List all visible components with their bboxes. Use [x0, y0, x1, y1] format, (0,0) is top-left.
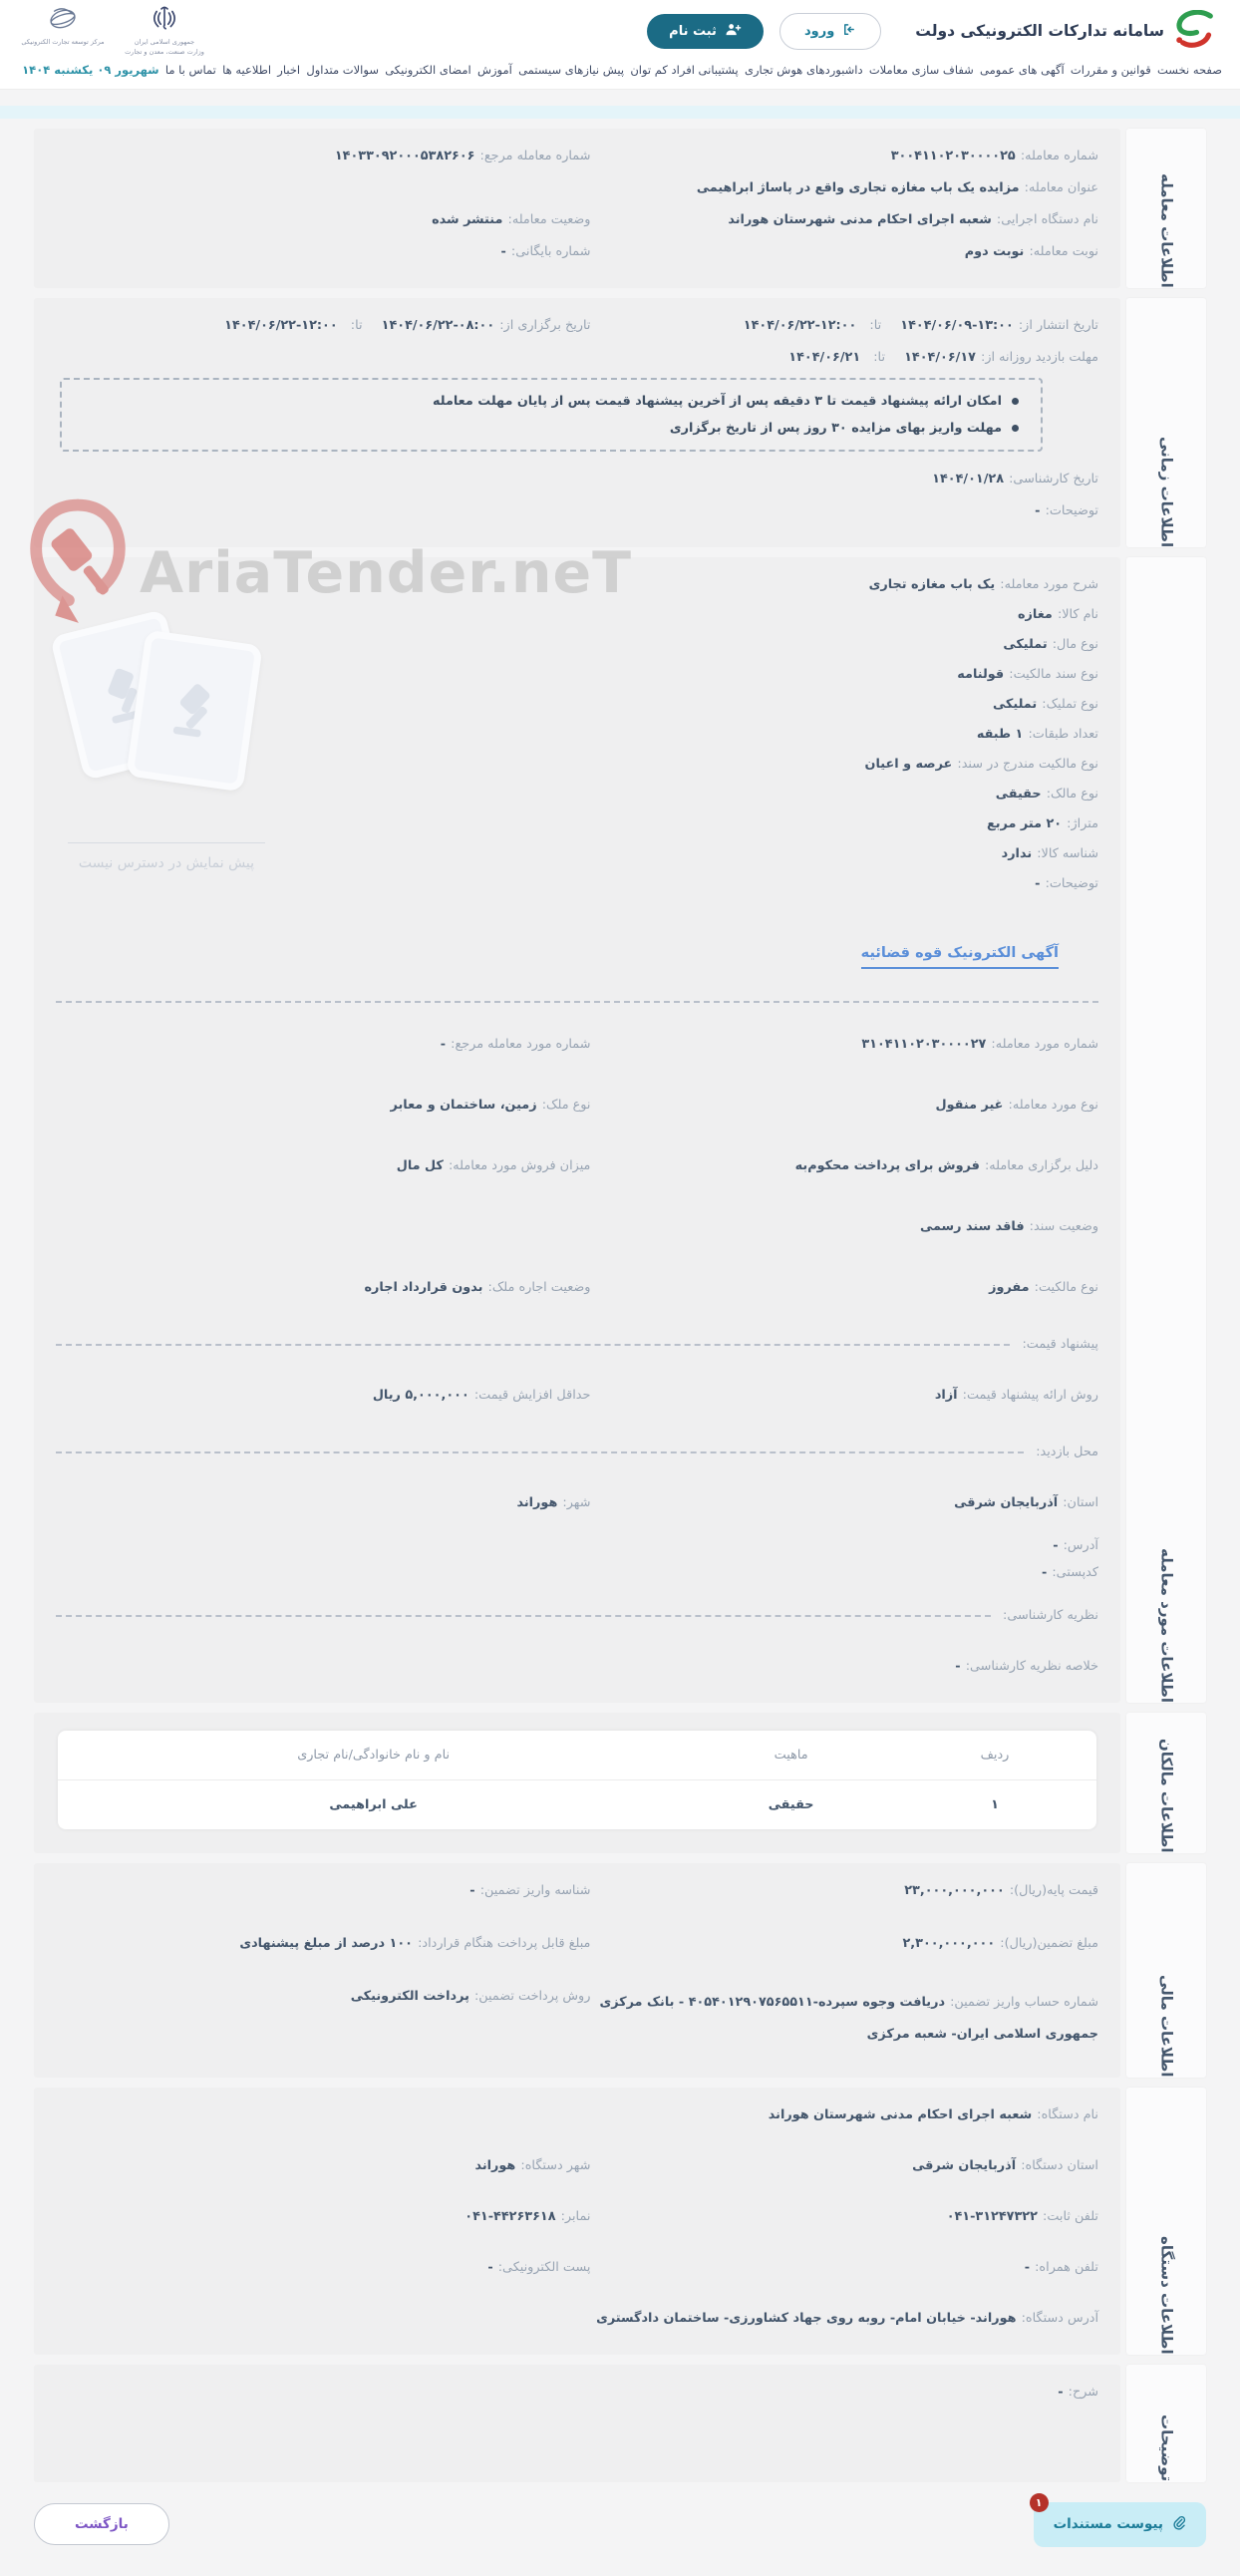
info-row [56, 346, 1098, 365]
subject-card [34, 557, 1120, 1703]
field-value: ۵,۰۰۰,۰۰۰ ریال [372, 1388, 469, 1403]
field-label: نوع مال: [1052, 637, 1098, 652]
section-label-deal [1126, 129, 1206, 288]
field-value: فاقد سند رسمی [920, 1219, 1025, 1234]
field-value: ۱۴۰۳۳۰۹۲۰۰۰۵۳۸۲۶۰۶ [334, 149, 475, 163]
bid-section-header [56, 1337, 1098, 1352]
nav-item-rules[interactable]: قوانین و مقررات [1070, 63, 1151, 77]
field-value: قولنامه [957, 667, 1005, 682]
section-timing-info [34, 298, 1206, 547]
group-header-label: پیشنهاد قیمت: [1022, 1337, 1098, 1352]
field-value: آزاد [934, 1388, 958, 1403]
field-value: ۲۳,۰۰۰,۰۰۰,۰۰۰ [904, 1882, 1005, 1898]
field-value: مفروز [989, 1280, 1030, 1295]
section-label-timing [1126, 298, 1206, 547]
info-row [56, 2256, 1098, 2275]
ecommerce-caption: مرکز توسعه تجارت الکترونیکی [21, 38, 105, 47]
field-label: شماره معامله: [1020, 149, 1098, 163]
field-label: متراژ: [1067, 816, 1098, 831]
field-label: توضیحات: [1045, 876, 1098, 891]
cell-entity-type: حقیقی [768, 1797, 814, 1812]
field-value: - [500, 244, 506, 259]
nav-date: شهریور ۰۹ یکشنبه ۱۴۰۴ [22, 63, 159, 77]
field-label: وضعیت اجاره ملک: [487, 1280, 591, 1295]
info-row [56, 499, 1098, 518]
field-label: توضیحات: [1045, 503, 1098, 518]
field-value: تملیکی [992, 697, 1038, 712]
nav-item-faq[interactable]: سوالات متداول [306, 63, 379, 77]
globe-icon [45, 4, 81, 38]
section-device-info [34, 2088, 1206, 2355]
image-preview-placeholder [62, 607, 271, 871]
field-value: حقیقی [995, 787, 1042, 802]
section-title: اطلاعات معامله [1157, 173, 1176, 288]
field-value: ۲,۳۰۰,۰۰۰,۰۰۰ [902, 1935, 996, 1951]
field-value: فروش برای پرداخت محکوم‌به [794, 1158, 980, 1173]
attachments-count-badge: ۱ [1030, 2493, 1049, 2512]
field-value: - [440, 1037, 447, 1052]
field-value: زمین، ساختمان و معابر [390, 1098, 537, 1113]
ministry-logo [122, 4, 207, 58]
cell-row-index: ۱ [991, 1797, 999, 1812]
field-label: تلفن ثابت: [1043, 2208, 1098, 2224]
field-value: - [1024, 2259, 1031, 2275]
info-row [56, 145, 1098, 163]
column-header: ماهیت [774, 1748, 808, 1763]
field-value: ۱۴۰۴/۰۶/۲۲-۱۲:۰۰ [743, 318, 857, 333]
field-label: تاریخ انتشار از: [1018, 318, 1098, 333]
section-title: اطلاعات دستگاه [1157, 2235, 1176, 2355]
section-title: اطلاعات زمانی [1157, 436, 1176, 547]
info-row [56, 468, 1098, 486]
section-label-notes [1126, 2365, 1206, 2482]
section-subject-info [34, 557, 1206, 1703]
field-value: ۱۴۰۴/۰۶/۱۷ [904, 350, 976, 365]
preview-divider [68, 842, 265, 843]
info-row [56, 1384, 1098, 1403]
section-title: توضیحات [1157, 2415, 1176, 2482]
owners-table [58, 1731, 1096, 1829]
main-nav [14, 54, 1226, 89]
field-label: شرح: [1068, 2384, 1098, 2400]
field-label: تاریخ کارشناسی: [1009, 472, 1098, 486]
field-value: مغازه [1017, 607, 1053, 622]
section-label-subject [1126, 557, 1206, 1703]
field-value: ۱ طبقه [976, 727, 1024, 742]
field-label: تاریخ برگزاری از: [499, 318, 591, 333]
field-label: شهر: [562, 1495, 591, 1510]
financial-card [34, 1863, 1120, 2078]
section-notes [34, 2365, 1206, 2482]
info-row [56, 240, 1098, 259]
section-title: اطلاعات مالکان [1157, 1739, 1176, 1853]
bullet-icon [1012, 425, 1019, 432]
field-value: پرداخت الکترونیکی [350, 1988, 469, 2004]
field-label: تعداد طبقات: [1028, 727, 1098, 742]
field-value: ندارد [1001, 846, 1033, 861]
info-row [56, 1985, 1098, 2049]
field-label: قیمت پایه(ریال): [1009, 1882, 1098, 1898]
field-label: نوع مالکیت: [1034, 1280, 1098, 1295]
field-label: تلفن همراه: [1035, 2259, 1098, 2275]
field-value: ۱۴۰۴/۰۶/۰۹-۱۳:۰۰ [900, 318, 1014, 333]
ecommerce-center-logo [20, 4, 106, 48]
field-value: ۰۴۱-۴۴۲۶۳۶۱۸ [465, 2208, 556, 2224]
info-row [56, 1491, 1098, 1510]
status-badge: منتشر شده [432, 212, 503, 227]
nav-item-public-notices[interactable]: آگهی های عمومی [980, 63, 1065, 77]
field-value: نوبت دوم [964, 244, 1025, 259]
info-row [56, 2381, 1098, 2400]
info-row [56, 1932, 1098, 1951]
field-label: عنوان معامله: [1024, 180, 1098, 195]
divider-bar [0, 106, 1240, 119]
info-row [56, 176, 1098, 195]
group-header-label: نظریه کارشناسی: [1003, 1608, 1098, 1623]
section-label-device [1126, 2088, 1206, 2355]
info-row [56, 208, 1098, 227]
brand [915, 10, 1214, 52]
field-label: نوع مالک: [1046, 787, 1098, 802]
nav-item-esignature[interactable]: امضای الکترونیکی [385, 63, 471, 77]
field-label: وضعیت معامله: [507, 212, 591, 227]
field-label: شهر دستگاه: [520, 2157, 591, 2173]
info-row [56, 314, 1098, 333]
field-label: آدرس دستگاه: [1021, 2310, 1098, 2326]
field-label: کدپستی: [1052, 1565, 1098, 1580]
field-label: شماره حساب واریز تضمین: [950, 1994, 1098, 2010]
section-title: اطلاعات مورد معامله [1157, 1548, 1176, 1703]
field-label: نوع مورد معامله: [1008, 1098, 1098, 1113]
field-label: نوع سند مالکیت: [1009, 667, 1098, 682]
field-label: حداقل افزایش قیمت: [473, 1388, 591, 1403]
field-value: شعبه اجرای احکام مدنی شهرستان هوراند [728, 212, 992, 227]
field-value: یک باب مغازه تجاری [868, 577, 996, 592]
field-label: شناسه واریز تضمین: [479, 1882, 591, 1898]
field-label: شناسه کالا: [1037, 846, 1098, 861]
info-row [56, 2103, 1098, 2122]
field-label: نام دستگاه اجرایی: [996, 212, 1098, 227]
field-label: تا: [873, 350, 886, 365]
register-label: ثبت نام [669, 23, 717, 39]
column-header: ردیف [980, 1748, 1010, 1763]
judiciary-notice-link[interactable]: آگهی الکترونیک قوه قضائیه [861, 945, 1059, 969]
note-text: امکان ارائه پیشنهاد قیمت تا ۳ دقیقه پس از آخرین پیشنهاد قیمت پس از پایان مهلت معامله [432, 394, 1002, 409]
field-label: استان: [1063, 1495, 1098, 1510]
field-value: ۱۴۰۴/۰۶/۲۱ [788, 350, 861, 365]
timing-card [34, 298, 1120, 547]
field-label: مبلغ تضمین(ریال): [1000, 1935, 1098, 1951]
dashed-separator [56, 1001, 1098, 1003]
deal-card [34, 129, 1120, 288]
field-value: - [487, 2259, 493, 2275]
nav-item-requirements[interactable]: پیش نیازهای سیستمی [518, 63, 625, 77]
subject-field [56, 573, 1098, 592]
field-label: تا: [350, 318, 363, 333]
table-row [58, 1780, 1096, 1829]
setad-logo-icon [1172, 10, 1214, 52]
field-value: ۱۴۰۴/۰۱/۲۸ [932, 472, 1005, 486]
cell-owner-name: علی ابراهیمی [329, 1797, 418, 1812]
info-row [56, 1655, 1098, 1674]
field-label: وضعیت سند: [1029, 1219, 1098, 1234]
field-value: ۱۴۰۴/۰۶/۲۲-۰۸:۰۰ [381, 318, 495, 333]
login-label: ورود [803, 23, 835, 39]
dashed-line [56, 1451, 1024, 1453]
field-value: عرصه و اعیان [864, 757, 953, 772]
nav-item-bi-dashboards[interactable]: داشبوردهای هوش تجاری [744, 63, 863, 77]
field-label: نمابر: [560, 2208, 591, 2224]
nav-item-contact[interactable]: تماس با ما [164, 63, 216, 77]
field-value: - [1035, 876, 1041, 891]
note-text: مهلت واریز بهای مزایده ۳۰ روز پس از تاریخ برگزاری [669, 421, 1002, 436]
field-value: ۳۰۰۴۱۱۰۲۰۳۰۰۰۰۲۵ [890, 149, 1016, 163]
nav-item-transparency[interactable]: شفاف سازی معاملات [868, 63, 974, 77]
login-button[interactable] [779, 13, 881, 50]
user-plus-icon [725, 23, 742, 40]
info-row [56, 1033, 1098, 1052]
field-value: - [469, 1882, 475, 1898]
field-label: روش پرداخت تضمین: [473, 1988, 591, 2004]
bullet-icon [1012, 398, 1019, 405]
note-line [84, 421, 1019, 436]
info-row [56, 1276, 1098, 1295]
attachments-label: پیوست مستندات [1053, 2516, 1163, 2533]
info-row [56, 1561, 1098, 1580]
field-label: شرح مورد معامله: [1000, 577, 1098, 592]
field-label: مبلغ قابل پرداخت هنگام قرارداد: [418, 1935, 591, 1951]
ministry-caption: جمهوری اسلامی ایران وزارت صنعت، معدن و تجارت [125, 38, 204, 56]
column-header: نام و نام خانوادگی/نام تجاری [297, 1748, 451, 1763]
preview-cards [62, 607, 271, 824]
field-label: پست الکترونیکی: [497, 2259, 591, 2275]
field-value: هوراند [474, 2157, 516, 2173]
field-label: نام دستگاه: [1037, 2106, 1098, 2122]
field-label: شماره معامله مرجع: [479, 149, 591, 163]
field-value: ۰۴۱-۳۱۲۴۷۳۲۲ [946, 2208, 1038, 2224]
field-value: آذربایجان شرقی [954, 1495, 1059, 1510]
info-row [56, 1215, 1098, 1234]
watermark-text: AriaTender.neT [140, 540, 632, 606]
attachments-button[interactable] [1034, 2495, 1206, 2547]
field-value: بدون قرارداد اجاره [364, 1280, 483, 1295]
field-value: ۲۰ متر مربع [987, 816, 1063, 831]
section-title: اطلاعات مالی [1157, 1974, 1176, 2078]
visit-section-header [56, 1445, 1098, 1459]
field-label: خلاصه نظریه کارشناسی: [965, 1659, 1098, 1674]
page-header [0, 0, 1240, 90]
field-label: شماره بایگانی: [510, 244, 591, 259]
field-value: - [955, 1659, 961, 1674]
nav-item-training[interactable]: آموزش [476, 63, 512, 77]
field-label: استان دستگاه: [1021, 2157, 1098, 2173]
login-icon [841, 22, 856, 41]
field-value: دریافت وجوه سپرده-۴۰۵۴۰۱۲۹۰۷۵۶۵۵۱۱ - بانک مرکزی جمهوری اسلامی ایران- شعبه مرکزی [599, 1994, 1098, 2042]
field-value: ۱۴۰۴/۰۶/۲۲-۱۲:۰۰ [224, 318, 338, 333]
info-row [56, 2307, 1098, 2326]
field-label: دلیل برگزاری معامله: [984, 1158, 1098, 1173]
section-owners-info [34, 1713, 1206, 1853]
info-row [56, 2205, 1098, 2224]
section-label-owners [1126, 1713, 1206, 1853]
owners-card [34, 1713, 1120, 1853]
field-label: مهلت بازدید روزانه از: [981, 350, 1098, 365]
iran-emblem-icon [150, 4, 179, 38]
dashed-line [56, 1615, 991, 1617]
nav-item-accessibility[interactable]: پشتیبانی افراد کم توان [630, 63, 739, 77]
info-row [56, 1534, 1098, 1553]
field-value: آذربایجان شرقی [912, 2157, 1017, 2173]
nav-item-announcements[interactable]: اطلاعیه ها [222, 63, 272, 77]
field-label: تا: [869, 318, 882, 333]
field-label: میزان فروش مورد معامله: [448, 1158, 591, 1173]
field-value: تملیکی [1003, 637, 1048, 652]
device-card [34, 2088, 1120, 2355]
expert-section-header [56, 1608, 1098, 1623]
field-value: ۱۰۰ درصد از مبلغ پیشنهادی [239, 1935, 413, 1951]
field-label: روش ارائه پیشنهاد قیمت: [962, 1388, 1098, 1403]
subject-field [56, 872, 1098, 891]
field-label: نوع تملیک: [1042, 697, 1098, 712]
nav-item-news[interactable]: اخبار [277, 63, 301, 77]
app-title: سامانه تدارکات الکترونیکی دولت [915, 22, 1164, 40]
field-label: نوبت معامله: [1029, 244, 1098, 259]
info-row [56, 1154, 1098, 1173]
field-value: هوراند [516, 1495, 558, 1510]
notes-card [34, 2365, 1120, 2482]
field-value: - [1041, 1565, 1048, 1580]
gavel-card-icon [126, 630, 262, 793]
field-label: نوع ملک: [541, 1098, 591, 1113]
table-header-row [58, 1731, 1096, 1780]
field-value: غیر منقول [935, 1098, 1004, 1113]
info-row [56, 1094, 1098, 1113]
preview-unavailable-text: پیش نمایش در دسترس نیست [78, 855, 255, 871]
info-row [56, 1879, 1098, 1898]
page-footer [34, 2495, 1206, 2547]
section-label-financial [1126, 1863, 1206, 2078]
field-value: هوراند- خیابان امام- روبه روی جهاد کشاورزی- ساختمان دادگستری [596, 2310, 1017, 2326]
paperclip-icon [1171, 2515, 1186, 2534]
dashed-line [56, 1344, 1010, 1346]
field-value: مزایده یک باب مغازه تجاری واقع در پاساژ ابراهیمی [696, 180, 1020, 195]
section-deal-info [34, 129, 1206, 288]
section-financial-info [34, 1863, 1206, 2078]
field-value: کل مال [396, 1158, 444, 1173]
field-value: - [1035, 503, 1041, 518]
field-label: آدرس: [1063, 1538, 1098, 1553]
government-logos [20, 4, 207, 58]
register-button[interactable] [647, 14, 764, 49]
nav-item-home[interactable]: صفحه نخست [1156, 63, 1222, 77]
field-value: - [1058, 2384, 1064, 2400]
field-label: شماره مورد معامله مرجع: [451, 1037, 591, 1052]
field-value: - [1053, 1538, 1059, 1553]
field-label: شماره مورد معامله: [991, 1037, 1098, 1052]
field-label: نام کالا: [1057, 607, 1098, 622]
info-row [56, 2154, 1098, 2173]
field-label: نوع مالکیت مندرج در سند: [957, 757, 1098, 772]
group-header-label: محل بازدید: [1036, 1445, 1098, 1459]
field-value: ۳۱۰۴۱۱۰۲۰۳۰۰۰۰۲۷ [861, 1037, 987, 1052]
field-value: شعبه اجرای احکام مدنی شهرستان هوراند [768, 2106, 1033, 2122]
timing-notes-box [60, 378, 1043, 452]
back-button[interactable]: بازگشت [34, 2503, 169, 2545]
note-line [84, 394, 1019, 409]
